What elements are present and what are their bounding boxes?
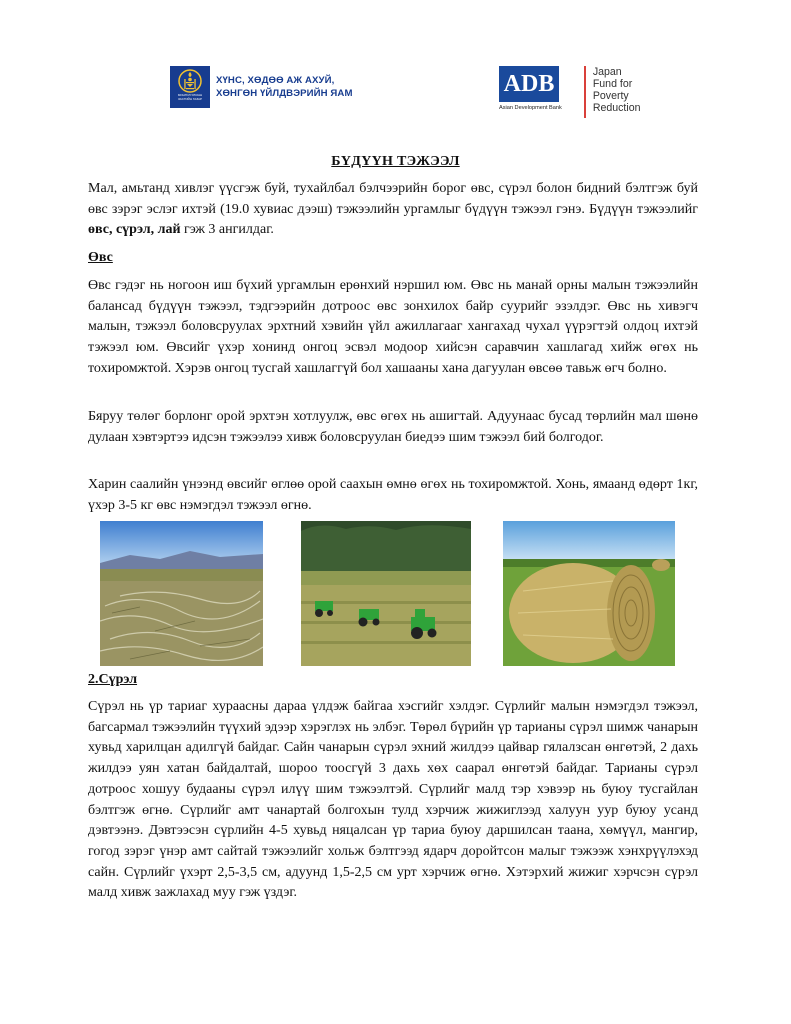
document-title: БҮДҮҮН ТЭЖЭЭЛ: [331, 154, 460, 169]
jfpr-logo-text: [593, 66, 641, 114]
section1-paragraph-3: Харин саалийн үнээнд өвсийг өглөө орой саахын өмнө өгөх нь тохиромжтой. Хонь, ямаанд өдөрт 1кг, үхэр 3-5 кг өвс нэмэгдэл тэжээл өгнө.: [88, 477, 698, 513]
adb-logo: [499, 66, 562, 111]
section1-paragraph-2: Бяруу төлөг борлонг орой эрхтэн хотлуулж, өвс өгөх нь ашигтай. Адуунаас бусад төрлийн мал шөнө дулаан хэвтэртээ идсэн тэжээлээ хивж боловсруулан биедээ шим тэжээл бий болгодог.: [88, 409, 698, 445]
emblem-caption-line1: МОНГОЛ УЛСЫН: [177, 93, 203, 97]
ministry-logo: [170, 66, 353, 108]
ministry-name-line1: ХҮНС, ХӨДӨӨ АЖ АХУЙ,: [216, 75, 335, 86]
logo-divider: [584, 66, 586, 118]
section-heading-ovs: Өвс: [88, 250, 113, 265]
adb-name: Asian Development Bank: [499, 105, 562, 111]
section2-paragraph-1: Сүрэл нь үр тариаг хураасны дараа үлдэж байгаа хэсгийг хэлдэг. Сүрлийг малын нэмэгдэл тэжээл, багсармал тэжээлийн түүхий эдээр хэрэглэх нь элбэг. Төрөл бүрийн үр тарианы сүрэл шимж чанарын хувьд харилцан адилгүй байдаг. Сайн чанарын сүрэл эхний жилдээ цайвар гялалзсан өнгөтэй, 2 дахь жилдээ уян хатан байдалтай, шороо тоосгүй 3 дахь хөх саарал өнгөтэй байдаг. Тарианы сүрэл дотроос хошуу будааны сүрэл илүү шим тэжээлтэй. Сүрлийг малд тэр хэвээр нь буюу тусгайлан бэлтгэж өгнө. Сүрлийг амт чанартай болгохын тулд хэрчиж жижиглээд халуун уур буюу усанд дэвтээнэ. Дэвтээсэн сүрлийн 4-5 хувьд няцалсан үр тариа буюу даршилсан таана, хөмүүл, мангир, гогод зэрэг үнэр амт сайтай тэжээлийг хольж бэлтгээд ядарч доройтсон малыг тэжээж хэнхрүүлэхэд сайн. Сүрлийг үхэрт 2,5-3,5 см, адуунд 1,5-2,5 см урт хэрчиж өгнө. Хэтэрхий жижиг хэрчсэн сүрэл малд хивж зажлахад муу гэж үздэг.: [88, 699, 698, 901]
hay-bale-icon: [503, 521, 675, 666]
intro-paragraph: [88, 179, 698, 241]
adb-mark: ADB: [499, 66, 559, 102]
section1-paragraph-1: Өвс гэдэг нь ногоон иш бүхий ургамлын ерөнхий нэршил юм. Өвс нь манай орны малын тэжээлийн балансад бүдүүн тэжээл, тэдгээрийн дотроос өвс зонхилох байр суурийг эзэлдэг. Өвс нь хивэгч малын, тэжээл боловсруулах эрхтний хэвийн үйл ажиллагааг хангахад чухал үүрэгтэй олдоц ихтэй тэжээл юм. Өвсийг үхэр хонинд онгоц эсвэл модоор хийсэн саравчин хашлагад хийж өгөх нь тохиромжтой. Хэрэв онгоц тусгай хашлаггүй бол хашааны хана дагуулан өвсөө тавьж өгч болно.: [88, 278, 698, 376]
jfpr-line4: Reduction: [592, 102, 641, 114]
intro-tail: гэж 3 ангилдаг.: [180, 222, 274, 238]
jfpr-line2: Fund for: [592, 78, 633, 90]
intro-bold: өвс, сүрэл, лай: [88, 222, 181, 238]
ministry-name: [216, 74, 353, 100]
soyombo-icon: [177, 68, 203, 94]
tractor-field-icon: [301, 521, 471, 666]
mongolia-emblem-icon: [170, 66, 210, 108]
jfpr-line1: Japan: [592, 66, 622, 78]
hay-field-icon: [100, 521, 263, 666]
jfpr-line3: Poverty: [592, 90, 629, 102]
adb-jfpr-logo: [499, 66, 641, 118]
section-heading-surel: 2.Сүрэл: [88, 672, 138, 687]
emblem-caption-line2: ЗАСГИЙН ГАЗАР: [177, 96, 203, 101]
ministry-name-line2: ХӨНГӨН ҮЙЛДВЭРИЙН ЯАМ: [216, 88, 353, 99]
intro-text: Мал, амьтанд хивлэг үүсгэж буй, тухайлбал бэлчээрийн борог өвс, сүрэл болон бидний бэлтгэж буй өвс зэрэг эслэг ихтэй (19.0 хувиас дээш) тэжээлийн ургамлыг бүдүүн тэжээл гэнэ. Бүдүүн тэжээлийг: [88, 181, 698, 217]
